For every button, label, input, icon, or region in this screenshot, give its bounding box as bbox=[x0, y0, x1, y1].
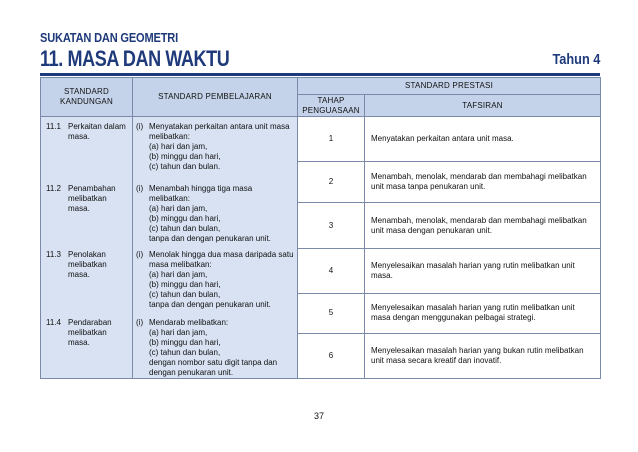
tahap-cell: 1 bbox=[298, 117, 365, 162]
kandungan-item: 11.3 Penolakan melibatkan masa. bbox=[46, 250, 107, 279]
tahap-cell: 4 bbox=[298, 248, 365, 293]
pembelajaran-item: (i) Menambah hingga tiga masa melibatkan: (a) hari dan jam, (b) minggu dan hari, (c) tahun dan bulan, tanpa dan dengan penukaran unit. bbox=[136, 184, 271, 243]
tafsiran-cell: Menyatakan perkaitan antara unit masa. bbox=[365, 117, 601, 162]
pembelajaran-item: (i) Mendarab melibatkan: (a) hari dan jam, (b) minggu dan hari, (c) tahun dan bulan, dengan nombor satu digit tanpa dan dengan penukaran unit. bbox=[136, 318, 278, 377]
tafsiran-cell: Menyelesaikan masalah harian yang rutin melibatkan unit masa dengan menggunakan pelbagai strategi. bbox=[365, 293, 601, 334]
header-tafsiran: TAFSIRAN bbox=[365, 95, 601, 117]
kandungan-item: 11.2 Penambahan melibatkan masa. bbox=[46, 184, 116, 213]
kandungan-item: 11.4 Pendaraban melibatkan masa. bbox=[46, 318, 112, 347]
header-tahap-penguasaan: TAHAP PENGUASAAN bbox=[298, 95, 365, 117]
tafsiran-cell: Menambah, menolak, mendarab dan membahagi melibatkan unit masa tanpa penukaran unit. bbox=[365, 161, 601, 203]
tahap-cell: 3 bbox=[298, 203, 365, 249]
tafsiran-cell: Menyelesaikan masalah harian yang bukan rutin melibatkan unit masa secara kreatif dan inovatif. bbox=[365, 334, 601, 379]
pembelajaran-item: (i) Menolak hingga dua masa daripada satu masa melibatkan: (a) hari dan jam, (b) minggu dan hari, (c) tahun dan bulan, tanpa dan dengan penukaran unit. bbox=[136, 250, 294, 309]
tafsiran-cell: Menambah, menolak, mendarab dan membahagi melibatkan unit masa dengan penukaran unit. bbox=[365, 203, 601, 249]
header-standard-prestasi: STANDARD PRESTASI bbox=[298, 78, 601, 95]
pembelajaran-item: (i) Menyatakan perkaitan antara unit masa melibatkan: (a) hari dan jam, (b) minggu dan hari, (c) tahun dan bulan. bbox=[136, 122, 290, 171]
section-subtitle: SUKATAN DAN GEOMETRI bbox=[40, 30, 179, 45]
curriculum-table bbox=[40, 77, 601, 379]
tahap-cell: 2 bbox=[298, 161, 365, 203]
header-standard-pembelajaran: STANDARD PEMBELAJARAN bbox=[133, 78, 298, 117]
kandungan-column bbox=[41, 117, 133, 379]
year-label: Tahun 4 bbox=[552, 51, 600, 68]
tahap-cell: 5 bbox=[298, 293, 365, 334]
kandungan-item: 11.1 Perkaitan dalam masa. bbox=[46, 122, 126, 141]
tafsiran-cell: Menyelesaikan masalah harian yang rutin melibatkan unit masa. bbox=[365, 248, 601, 293]
header-standard-kandungan: STANDARD KANDUNGAN bbox=[41, 78, 133, 117]
page-number: 37 bbox=[313, 411, 324, 421]
pembelajaran-column bbox=[133, 117, 298, 379]
page-title: 11. MASA DAN WAKTU bbox=[40, 46, 230, 71]
tahap-cell: 6 bbox=[298, 334, 365, 379]
title-rule bbox=[40, 73, 600, 76]
